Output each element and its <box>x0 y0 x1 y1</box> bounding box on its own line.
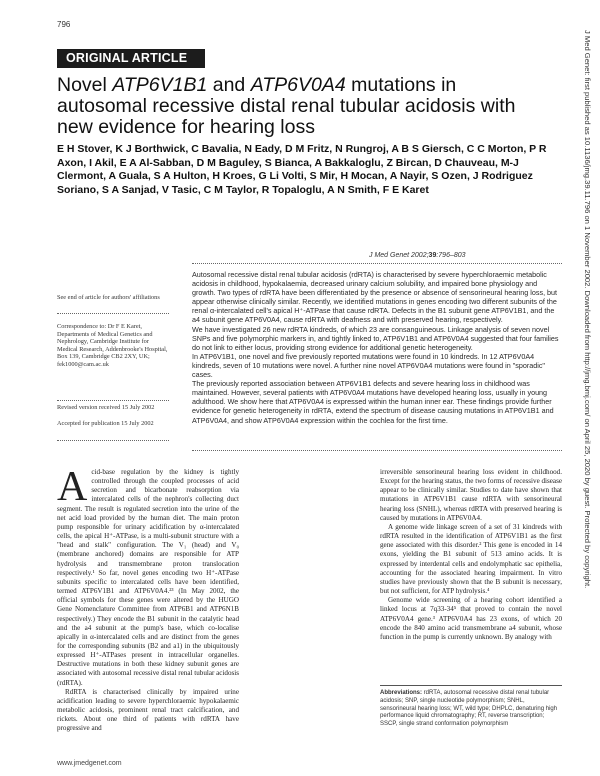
body-column-right <box>380 468 562 642</box>
title-part: Novel <box>57 74 113 96</box>
drop-cap: A <box>57 464 88 510</box>
title-part: mutations in autosomal recessive distal renal tubular acidosis with new evidence for hearing loss <box>57 74 516 138</box>
body-paragraph <box>57 464 239 688</box>
abbreviations-label: Abbreviations: <box>380 690 423 696</box>
correspondence-note: Correspondence to: Dr F E Karet, Departments of Medical Genetics and Nephrology, Cambridge Institute for Medical Research, Addenbrooke's Hospital, Box 139, Cambridge CB2 2XY, UK; fek1000@cam.ac.uk <box>57 323 168 368</box>
body-paragraph: Genome wide screening of a hearing cohort identified a linked locus at 7q33-34⁵ that proved to contain the novel ATP6V0A4 gene.³ ATP6V0A4 has 23 exons, of which 20 encode the 840 amino acid transmembrane a4 subunit, whose function in the pump is currently unknown. By analogy with <box>380 596 562 641</box>
section-divider <box>192 450 562 451</box>
article-type-banner: ORIGINAL ARTICLE <box>57 49 205 68</box>
abbreviations-box <box>380 685 562 729</box>
sidebar-divider <box>57 440 169 441</box>
body-text: cid-base regulation by the kidney is tightly controlled through the coupled processes of acid secretion and bicarbonate reabsorption via intercalated cells of the nephron's collecting duct segment. The result is regulated secretion into the urine of the net acid load provided by the human diet. The main proton pump responsible for urinary acidification by α-intercalated cells, the apical H⁺-ATPase, is a multi-subunit structure with a "head and stalk" configuration. The V₁ (head) and V₀ (membrane anchored) domains are responsible for ATP hydrolysis and transmembrane proton translocation respectively.¹ So far, novel genes encoding two H⁺-ATPase subunits specific to intercalated cells have been identified, termed ATP6V1B1 and ATP6V0A4.²³ (In May 2002, the official symbols for these genes were altered by the HUGO Gene Nomenclature Committee from ATP6B1 and ATP6N1B respectively.) They encode the B1 subunit in the catalytic head and the a4 subunit at the pump's base, which co-localise apically in α-intercalated cells and are distinct from the genes for the corresponding subunits (B2 and a1) in the ubiquitously expressed H⁺-ATPases present in intracellular organelles. Destructive mutations in both these kidney subunit genes are associated with autosomal recessive distal renal tubular acidosis (rdRTA). <box>57 468 239 687</box>
footer-url[interactable]: www.jmedgenet.com <box>57 760 122 767</box>
abbreviations-text: rdRTA, autosomal recessive distal renal tubular acidosis; SNP, single nucleotide polymorphism; SNHL, sensorineural hearing loss; WT, wild type; DHPLC, denaturing high performance liquid chromatography; RT, reverse transcription; SSCP, single strand conformation polymorphism <box>380 690 558 728</box>
revised-note: Revised version received 15 July 2002 <box>57 404 155 411</box>
title-part: and <box>207 74 251 96</box>
abstract-paragraph: Autosomal recessive distal renal tubular acidosis (rdRTA) is characterised by severe hyperchloraemic metabolic acidosis in childhood, hypokalaemia, decreased urinary calcium solubility, and impaired bone physiology and growth. Two types of rdRTA have been differentiated by the presence or absence of sensorineural hearing loss, but appear otherwise clinically similar. Recently, we identified mutations in genes encoding two different subunits of the renal α-intercalated cell's apical H⁺-ATPase that cause rdRTA. Defects in the B1 subunit gene ATP6V1B1, and the a4 subunit gene ATP6V0A4, cause rdRTA with deafness and with preserved hearing, respectively. <box>192 270 558 325</box>
journal-ref-volume: 39 <box>428 252 437 259</box>
abstract-paragraph: In ATP6V1B1, one novel and five previously reported mutations were found in 10 kindreds. In 12 ATP6V0A4 kindreds, seven of 10 mutations were novel. A further nine novel ATP6V0A4 mutations were found in "sporadic" cases. <box>192 351 545 380</box>
sidebar-divider <box>57 313 169 314</box>
article-title <box>57 75 527 138</box>
accepted-note: Accepted for publication 15 July 2002 <box>57 420 154 427</box>
journal-reference <box>369 252 466 259</box>
abstract-paragraph: We have investigated 26 new rdRTA kindreds, of which 23 are consanguineous. Linkage analysis of seven novel SNPs and five polymorphic markers in, and tightly linked to, ATP6V1B1 and ATP6V0A4 suggested that four families do not link to either locus, providing strong evidence for additional genetic heterogeneity. <box>192 324 559 352</box>
side-copyright-notice: J Med Genet: first published as 10.1136/jmg.39.11.796 on 1 November 2002. Downloaded from http://jmg.bmj.com/ on April 25, 2020 by guest. Protected by copyright. <box>583 30 592 589</box>
section-divider <box>192 263 562 264</box>
author-list: E H Stover, K J Borthwick, C Bavalia, N Eady, D M Fritz, N Rungroj, A B S Giersch, C C Morton, P R Axon, I Akil, E A Al-Sabban, D M Baguley, S Bianca, A Bakkaloglu, Z Bircan, D Chauveau, M-J Clermont, A Guala, S A Hulton, H Kroes, G Li Volti, S Mir, H Mocan, A Nayir, S Ozen, J Rodriguez Soriano, S A Sanjad, V Tasic, C M Taylor, R Topaloglu, A N Smith, F E Karet <box>57 143 547 196</box>
journal-ref-prefix: J Med Genet 2002; <box>369 252 429 259</box>
journal-ref-pages: :796–803 <box>436 252 466 259</box>
title-part: ATP6V0A4 <box>250 74 346 96</box>
sidebar-divider <box>57 400 169 401</box>
body-paragraph: RdRTA is characterised clinically by impaired urine acidification leading to severe hyperchloraemic hypokalaemic metabolic acidosis, prominent renal tract calcification, and rickets. About one third of patients with rdRTA have progressive and <box>57 687 239 733</box>
body-column-left <box>57 464 239 734</box>
abstract-paragraph: The previously reported association between ATP6V1B1 defects and severe hearing loss in childhood was maintained. However, several patients with ATP6V0A4 mutations have developed hearing loss, usually in young adulthood. We show here that ATP6V0A4 is expressed within the human inner ear. These findings provide further evidence for genetic heterogeneity in rdRTA, extend the spectrum of disease causing mutations in ATP6V1B1 and ATP6V0A4, and show ATP6V0A4 expression within the cochlea for the first time. <box>192 379 554 425</box>
body-paragraph: A genome wide linkage screen of a set of 31 kindreds with rdRTA resulted in the identification of ATP6V1B1 as the first gene associated with this disorder.² This gene is encoded in 14 exons, yielding the B1 subunit of 513 amino acids. It is expressed by interdental cells and endolymphatic sac epithelia, accounting for the associated hearing impairment. In vitro studies have previously shown that the B subunit is necessary, but not sufficient, for ATP hydrolysis.⁴ <box>380 522 562 596</box>
abstract <box>192 270 562 425</box>
title-part: ATP6V1B1 <box>112 74 208 96</box>
page-number: 796 <box>57 20 71 29</box>
affiliation-note: See end of article for authors' affiliations <box>57 294 160 301</box>
body-paragraph: irreversible sensorineural hearing loss evident in childhood. Except for the hearing status, the two forms of recessive disease appear to be clinically similar. Studies to date have shown that mutations in ATP6V1B1 cause rdRTA with sensorineural hearing loss (SNHL), whereas rdRTA with preserved hearing is caused by mutations in ATP6V0A4. <box>380 468 562 522</box>
